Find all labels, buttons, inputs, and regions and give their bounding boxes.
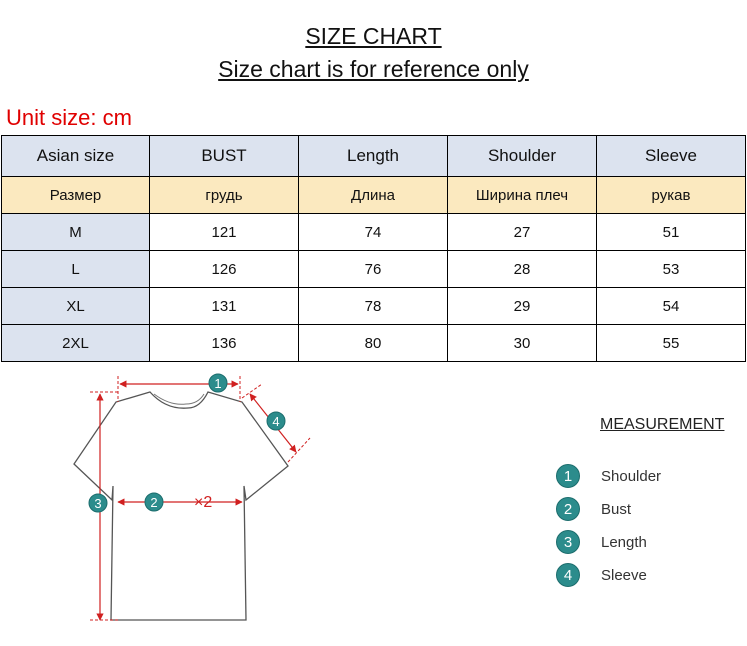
table-header-row xyxy=(2,136,746,177)
table-cell: 136 xyxy=(150,325,299,362)
svg-text:1: 1 xyxy=(214,376,222,391)
legend-number: 2 xyxy=(556,497,580,521)
legend-number: 3 xyxy=(556,530,580,554)
table-cell: 54 xyxy=(597,288,746,325)
svg-text:4: 4 xyxy=(272,414,280,429)
table-row xyxy=(2,251,746,288)
table-cell: 29 xyxy=(448,288,597,325)
size-table xyxy=(1,135,746,362)
table-cell: 28 xyxy=(448,251,597,288)
page-title: SIZE CHART xyxy=(305,23,442,49)
legend-number: 4 xyxy=(556,563,580,587)
header-cell: Sleeve xyxy=(597,136,746,177)
table-cell: 76 xyxy=(299,251,448,288)
legend-item-bust xyxy=(556,497,631,521)
size-cell: XL xyxy=(2,288,150,325)
table-cell: 55 xyxy=(597,325,746,362)
legend-number: 1 xyxy=(556,464,580,488)
russian-header-cell: рукав xyxy=(597,177,746,214)
measurement-title: MEASUREMENT xyxy=(600,416,725,433)
legend-label: Bust xyxy=(601,500,632,518)
size-cell: M xyxy=(2,214,150,251)
unit-label: Unit size: cm xyxy=(6,105,132,130)
table-cell: 51 xyxy=(597,214,746,251)
table-row xyxy=(2,288,746,325)
russian-header-cell: грудь xyxy=(150,177,299,214)
table-cell: 131 xyxy=(150,288,299,325)
page-subtitle: Size chart is for reference only xyxy=(218,56,529,82)
russian-header-cell: Длина xyxy=(299,177,448,214)
svg-text:3: 3 xyxy=(94,496,102,511)
table-row xyxy=(2,325,746,362)
table-russian-row xyxy=(2,177,746,214)
legend-label: Shoulder xyxy=(601,467,662,485)
table-cell: 121 xyxy=(150,214,299,251)
legend-label: Sleeve xyxy=(601,566,647,584)
header-cell: Length xyxy=(299,136,448,177)
header-cell: Asian size xyxy=(2,136,150,177)
russian-header-cell: Ширина плеч xyxy=(448,177,597,214)
size-cell: 2XL xyxy=(2,325,150,362)
size-cell: L xyxy=(2,251,150,288)
marker-bust xyxy=(145,493,163,511)
table-cell: 27 xyxy=(448,214,597,251)
legend-item-sleeve xyxy=(556,563,647,587)
russian-header-cell: Размер xyxy=(2,177,150,214)
tshirt-diagram xyxy=(66,368,326,638)
header-cell: Shoulder xyxy=(448,136,597,177)
sleeve-guide-bottom xyxy=(288,438,310,462)
marker-length xyxy=(89,494,107,512)
table-cell: 53 xyxy=(597,251,746,288)
table-cell: 30 xyxy=(448,325,597,362)
times-two-label: ×2 xyxy=(194,494,213,511)
svg-text:2: 2 xyxy=(150,495,158,510)
table-cell: 80 xyxy=(299,325,448,362)
table-cell: 78 xyxy=(299,288,448,325)
legend-item-length xyxy=(556,530,647,554)
marker-sleeve xyxy=(267,412,285,430)
table-cell: 126 xyxy=(150,251,299,288)
legend-item-shoulder xyxy=(556,464,661,488)
table-cell: 74 xyxy=(299,214,448,251)
tshirt-collar xyxy=(154,394,204,404)
header-cell: BUST xyxy=(150,136,299,177)
table-row xyxy=(2,214,746,251)
legend-label: Length xyxy=(601,533,647,551)
marker-shoulder xyxy=(209,374,227,392)
